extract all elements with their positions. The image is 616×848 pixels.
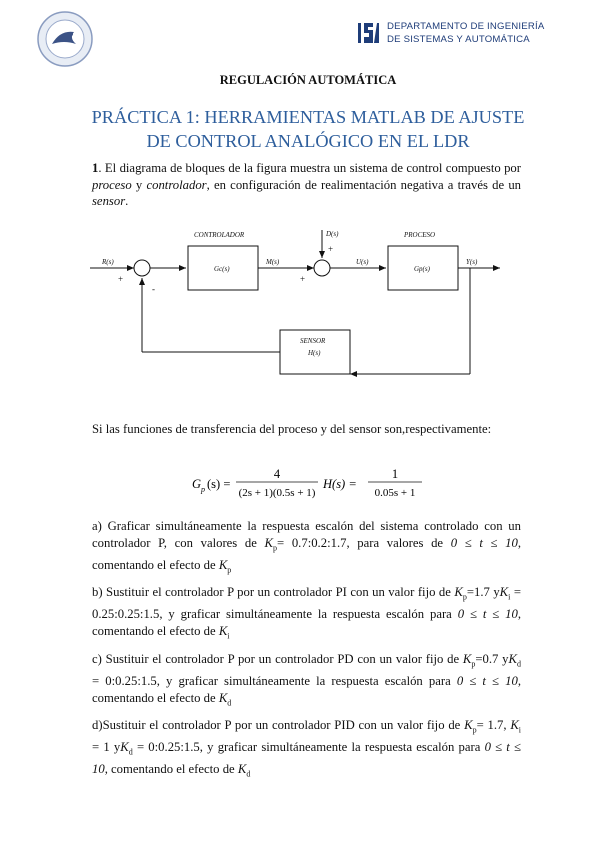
summing-junction-1	[134, 260, 150, 276]
department-line-1: DEPARTAMENTO DE INGENIERÍA	[387, 21, 545, 32]
department-line-2: DE SISTEMAS Y AUTOMÁTICA	[387, 34, 530, 45]
university-seal-logo	[36, 10, 94, 68]
word-proceso: proceso	[92, 177, 132, 192]
summing-junction-2	[314, 260, 330, 276]
sign-plus-2: +	[300, 274, 306, 284]
svg-text:0.05s + 1: 0.05s + 1	[374, 487, 416, 499]
svg-text:(2s + 1)(0.5s + 1): (2s + 1)(0.5s + 1)	[238, 487, 316, 499]
practice-title: PRÁCTICA 1: HERRAMIENTAS MATLAB DE AJUSTE DE CONTROL ANALÓGICO EN EL LDR	[91, 107, 525, 151]
course-title: REGULACIÓN AUTOMÁTICA	[219, 73, 397, 87]
svg-text:1: 1	[391, 467, 399, 481]
controller-tf: Gc(s)	[214, 265, 230, 273]
signal-y: Y(s)	[466, 258, 478, 266]
signal-m: M(s)	[266, 258, 280, 266]
svg-text:(s) =: (s) =	[207, 477, 231, 491]
sign-plus-1: +	[118, 274, 124, 284]
item-d: d)Sustituir el controlador P por un controlador PID con un valor fijo de $K_p= 1.7$, $K_i = 1$ $yK_d$ = 0:0.25:1.5, y graficar simultáneamente la respuesta escalón para 0 ≤ t ≤ 10, comentando el efecto de $K_d$	[92, 718, 522, 779]
intro-paragraph: 1. El diagrama de bloques de la figura muestra un sistema de control compuesto por proceso y controlador, en configuración de realimentación negativa a través de un sensor.	[92, 161, 522, 208]
process-tf: Gp(s)	[414, 265, 430, 273]
word-controlador: controlador	[146, 177, 207, 192]
transfer-function-formula	[190, 466, 430, 502]
signal-u: U(s)	[356, 258, 369, 266]
sign-minus: -	[152, 284, 155, 294]
item-b: b) Sustituir el controlador P por un controlador PI con un valor fijo de $K_p=1.7$ $yK_i$ = 0.25:0.25:1.5, y graficar simultáneamente la respuesta escalón para 0 ≤ t ≤ 10, comentando el efecto de $K_i$	[92, 585, 521, 641]
word-sensor: sensor	[92, 194, 126, 208]
svg-text:4: 4	[273, 467, 281, 481]
label-controlador: CONTROLADOR	[194, 231, 245, 239]
label-proceso: PROCESO	[404, 231, 436, 239]
sensor-tf: H(s)	[308, 349, 321, 357]
signal-d: D(s)	[326, 230, 339, 238]
exercise-number: 1	[92, 161, 99, 175]
item-a: a) Graficar simultáneamente la respuesta escalón del sistema controlado con un controlador P, con valores de $K_p=$ 0.7:0.2:1.7, para valores de 0 ≤ t ≤ 10, comentando el efecto de $K_p$	[92, 519, 522, 575]
isa-logo-icon	[357, 22, 379, 44]
sign-plus-3: +	[328, 244, 334, 254]
item-c: c) Sustituir el controlador P por un controlador PD con un valor fijo de $K_p=0.7$ $yK_d$ = 0:0.25:1.5, y graficar simultáneamente la respuesta escalón para 0 ≤ t ≤ 10, comentando el efecto de $K_d$	[92, 652, 521, 708]
transfer-intro: Si las funciones de transferencia del proceso y del sensor son,respectivamente:	[92, 422, 492, 436]
svg-text:G: G	[192, 477, 202, 491]
svg-text:p: p	[201, 485, 205, 494]
label-sensor: SENSOR	[300, 337, 326, 345]
block-diagram	[90, 222, 510, 382]
signal-r: R(s)	[102, 258, 114, 266]
svg-text:H(s) =: H(s) =	[323, 477, 357, 491]
